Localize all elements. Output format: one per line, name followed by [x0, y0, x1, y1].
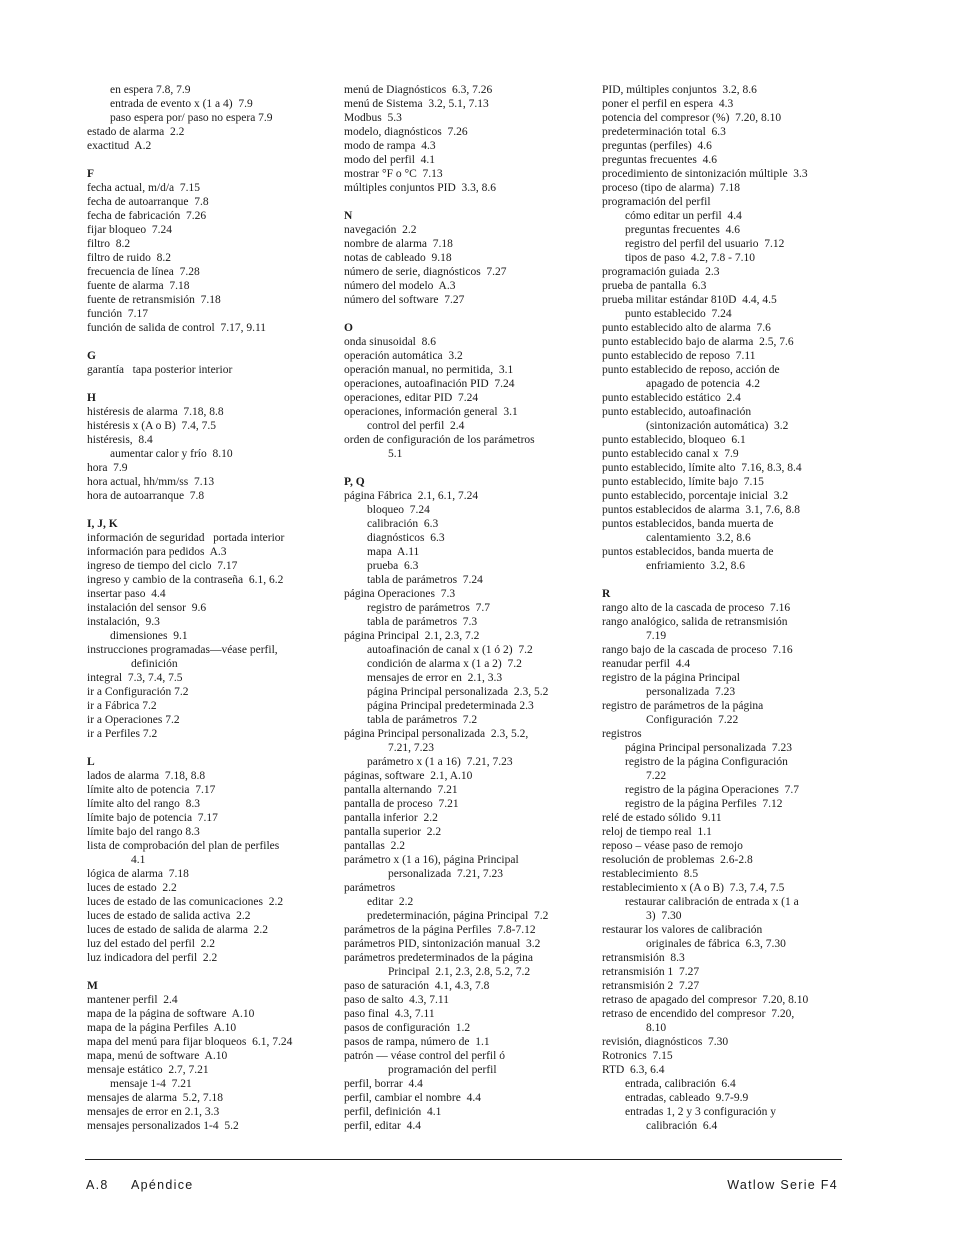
index-subentry: registro de la página Operaciones 7.7	[625, 784, 800, 796]
index-entry: pantalla superior 2.2	[344, 826, 442, 838]
index-entry: punto establecido alto de alarma 7.6	[602, 322, 771, 334]
index-entry: fuente de alarma 7.18	[87, 280, 190, 292]
index-entry: pantalla alternando 7.21	[344, 784, 458, 796]
index-entry: parámetros predeterminados de la página	[344, 952, 534, 964]
index-entry: punto establecido, límite bajo 7.15	[602, 476, 764, 488]
index-entry: orden de configuración de los parámetros	[344, 434, 535, 446]
index-entry: lados de alarma 7.18, 8.8	[87, 770, 206, 782]
index-entry: parámetros	[344, 882, 396, 894]
index-entry: hora 7.9	[87, 462, 128, 474]
index-entry: operaciones, autoafinación PID 7.24	[344, 378, 515, 390]
index-entry: límite alto del rango 8.3	[87, 798, 201, 810]
index-entry: mantener perfil 2.4	[87, 994, 178, 1006]
index-subentry: tabla de parámetros 7.2	[367, 714, 478, 726]
index-subentry: entrada, calibración 6.4	[625, 1078, 736, 1090]
index-column-1	[87, 83, 337, 1133]
index-entry: luz indicadora del perfil 2.2	[87, 952, 218, 964]
index-entry-continuation: 7.22	[646, 770, 667, 782]
index-entry: puntos establecidos, banda muerta de	[602, 518, 774, 530]
index-subentry: prueba 6.3	[367, 560, 419, 572]
index-entry: límite alto de potencia 7.17	[87, 784, 216, 796]
index-entry: Modbus 5.3	[344, 112, 402, 124]
index-entry: reanudar perfil 4.4	[602, 658, 691, 670]
index-entry-continuation: programación del perfil	[388, 1064, 497, 1076]
index-entry: fecha de fabricación 7.26	[87, 210, 207, 222]
index-entry: ir a Operaciones 7.2	[87, 714, 180, 726]
index-entry: paso de saturación 4.1, 4.3, 7.8	[344, 980, 490, 992]
index-entry: ir a Fábrica 7.2	[87, 700, 157, 712]
index-entry: función de salida de control 7.17, 9.11	[87, 322, 267, 334]
index-subentry: aumentar calor y frío 8.10	[110, 448, 233, 460]
index-entry: luces de estado de las comunicaciones 2.2	[87, 896, 284, 908]
index-entry: programación guiada 2.3	[602, 266, 720, 278]
index-entry: menú de Diagnósticos 6.3, 7.26	[344, 84, 493, 96]
index-subentry: registro de la página Configuración	[625, 756, 788, 768]
index-entry: luces de estado 2.2	[87, 882, 177, 894]
blank-line	[87, 153, 337, 167]
index-entry: página Principal personalizada 2.3, 5.2,	[344, 728, 529, 740]
index-entry: prueba militar estándar 810D 4.4, 4.5	[602, 294, 777, 306]
index-entry: predeterminación total 6.3	[602, 126, 726, 138]
index-letter-heading: L	[87, 756, 95, 768]
blank-line	[87, 335, 337, 349]
index-entry: instalación, 9.3	[87, 616, 160, 628]
index-entry: parámetro x (1 a 16), página Principal	[344, 854, 519, 866]
index-entry: ingreso de tiempo del ciclo 7.17	[87, 560, 238, 572]
blank-line	[87, 503, 337, 517]
index-letter-heading: I, J, K	[87, 518, 118, 530]
index-entry: página Principal 2.1, 2.3, 7.2	[344, 630, 480, 642]
index-entry: parámetros PID, sintonización manual 3.2	[344, 938, 541, 950]
index-entry-continuation: 7.21, 7.23	[388, 742, 434, 754]
blank-line	[344, 461, 594, 475]
index-entry: registro de parámetros de la página	[602, 700, 764, 712]
index-entry: función 7.17	[87, 308, 149, 320]
index-entry: pasos de rampa, número de 1.1	[344, 1036, 490, 1048]
index-entry: fecha de autoarranque 7.8	[87, 196, 209, 208]
index-entry: filtro 8.2	[87, 238, 131, 250]
index-entry: lógica de alarma 7.18	[87, 868, 189, 880]
index-entry: información de seguridad portada interior	[87, 532, 285, 544]
index-entry: perfil, editar 4.4	[344, 1120, 421, 1132]
index-entry: restablecimiento x (A o B) 7.3, 7.4, 7.5	[602, 882, 785, 894]
index-entry: múltiples conjuntos PID 3.3, 8.6	[344, 182, 497, 194]
index-subentry: punto establecido 7.24	[625, 308, 732, 320]
index-subentry: calibración 6.3	[367, 518, 439, 530]
index-entry-continuation: apagado de potencia 4.2	[646, 378, 760, 390]
blank-line	[87, 741, 337, 755]
index-entry-continuation: Principal 2.1, 2.3, 2.8, 5.2, 7.2	[388, 966, 531, 978]
index-subentry: página Principal predeterminada 2.3	[367, 700, 534, 712]
index-entry: punto establecido bajo de alarma 2.5, 7.6	[602, 336, 794, 348]
index-entry: operación automática 3.2	[344, 350, 463, 362]
index-entry: reloj de tiempo real 1.1	[602, 826, 712, 838]
index-entry-continuation: 3) 7.30	[646, 910, 682, 922]
index-subentry: registro de la página Perfiles 7.12	[625, 798, 783, 810]
index-entry: poner el perfil en espera 4.3	[602, 98, 734, 110]
index-entry: estado de alarma 2.2	[87, 126, 185, 138]
index-entry: mapa del menú para fijar bloqueos 6.1, 7.24	[87, 1036, 293, 1048]
index-entry-continuation: (sintonización automática) 3.2	[646, 420, 789, 432]
index-entry: retransmisión 8.3	[602, 952, 685, 964]
index-entry: filtro de ruido 8.2	[87, 252, 171, 264]
index-entry: revisión, diagnósticos 7.30	[602, 1036, 729, 1048]
footer-section-title: Apéndice	[131, 1178, 194, 1192]
index-entry: mapa de la página Perfiles A.10	[87, 1022, 237, 1034]
index-entry: procedimiento de sintonización múltiple 3.3	[602, 168, 808, 180]
index-subentry: registro de parámetros 7.7	[367, 602, 490, 614]
index-entry: pantalla de proceso 7.21	[344, 798, 459, 810]
index-entry: navegación 2.2	[344, 224, 417, 236]
index-entry: prueba de pantalla 6.3	[602, 280, 707, 292]
index-entry: hora actual, hh/mm/ss 7.13	[87, 476, 215, 488]
index-subentry: cómo editar un perfil 4.4	[625, 210, 742, 222]
index-entry: punto establecido, bloqueo 6.1	[602, 434, 746, 446]
index-subentry: autoafinación de canal x (1 ó 2) 7.2	[367, 644, 533, 656]
index-entry: Rotronics 7.15	[602, 1050, 673, 1062]
index-entry: hora de autoarranque 7.8	[87, 490, 205, 502]
index-subentry: tabla de parámetros 7.24	[367, 574, 483, 586]
index-entry: nombre de alarma 7.18	[344, 238, 453, 250]
index-entry: relé de estado sólido 9.11	[602, 812, 722, 824]
index-subentry: tabla de parámetros 7.3	[367, 616, 478, 628]
index-entry-continuation: enfriamiento 3.2, 8.6	[646, 560, 746, 572]
index-entry: mensajes personalizados 1-4 5.2	[87, 1120, 239, 1132]
index-subentry: control del perfil 2.4	[367, 420, 465, 432]
index-entry: instalación del sensor 9.6	[87, 602, 207, 614]
index-letter-heading: N	[344, 210, 353, 222]
index-subentry: entradas 1, 2 y 3 configuración y	[625, 1106, 777, 1118]
footer-rule	[85, 1159, 842, 1160]
index-subentry: entrada de evento x (1 a 4) 7.9	[110, 98, 253, 110]
index-entry: parámetros de la página Perfiles 7.8-7.12	[344, 924, 536, 936]
index-entry: potencia del compresor (%) 7.20, 8.10	[602, 112, 782, 124]
index-subentry: editar 2.2	[367, 896, 414, 908]
index-subentry: preguntas frecuentes 4.6	[625, 224, 740, 236]
index-entry: pasos de configuración 1.2	[344, 1022, 471, 1034]
index-subentry: registro del perfil del usuario 7.12	[625, 238, 785, 250]
index-entry: mapa de la página de software A.10	[87, 1008, 255, 1020]
footer-product-name: Watlow Serie F4	[727, 1178, 838, 1192]
index-entry: punto establecido estático 2.4	[602, 392, 741, 404]
index-entry: punto establecido, límite alto 7.16, 8.3, 8.4	[602, 462, 802, 474]
index-entry: luces de estado de salida de alarma 2.2	[87, 924, 269, 936]
index-entry: fecha actual, m/d/a 7.15	[87, 182, 201, 194]
index-entry: garantía tapa posterior interior	[87, 364, 233, 376]
index-entry: punto establecido canal x 7.9	[602, 448, 739, 460]
index-subentry: restaurar calibración de entrada x (1 a	[625, 896, 799, 908]
index-entry: retransmisión 1 7.27	[602, 966, 700, 978]
index-entry: lista de comprobación del plan de perfiles	[87, 840, 280, 852]
index-entry: operaciones, editar PID 7.24	[344, 392, 479, 404]
index-entry-continuation: 5.1	[388, 448, 403, 460]
index-entry: límite bajo de potencia 7.17	[87, 812, 218, 824]
index-entry: perfil, definición 4.1	[344, 1106, 442, 1118]
index-entry: reposo – véase paso de remojo	[602, 840, 743, 852]
index-entry: menú de Sistema 3.2, 5.1, 7.13	[344, 98, 489, 110]
index-entry: página Operaciones 7.3	[344, 588, 456, 600]
index-subentry: diagnósticos 6.3	[367, 532, 445, 544]
index-entry: notas de cableado 9.18	[344, 252, 452, 264]
index-entry: histéresis de alarma 7.18, 8.8	[87, 406, 224, 418]
index-entry: modo de rampa 4.3	[344, 140, 436, 152]
index-subentry: página Principal personalizada 2.3, 5.2	[367, 686, 549, 698]
index-entry: restablecimiento 8.5	[602, 868, 699, 880]
index-entry: rango alto de la cascada de proceso 7.16	[602, 602, 791, 614]
index-entry: histéresis, 8.4	[87, 434, 153, 446]
index-entry: punto establecido de reposo 7.11	[602, 350, 756, 362]
index-subentry: tipos de paso 4.2, 7.8 - 7.10	[625, 252, 756, 264]
index-entry: ir a Perfiles 7.2	[87, 728, 158, 740]
index-entry: restaurar los valores de calibración	[602, 924, 763, 936]
index-entry: número de serie, diagnósticos 7.27	[344, 266, 507, 278]
index-entry: registro de la página Principal	[602, 672, 740, 684]
index-entry: punto establecido, autoafinación	[602, 406, 752, 418]
index-entry: luz del estado del perfil 2.2	[87, 938, 216, 950]
index-entry: resolución de problemas 2.6-2.8	[602, 854, 753, 866]
index-entry: fijar bloqueo 7.24	[87, 224, 172, 236]
index-subentry: condición de alarma x (1 a 2) 7.2	[367, 658, 522, 670]
index-entry: retransmisión 2 7.27	[602, 980, 700, 992]
index-entry: frecuencia de línea 7.28	[87, 266, 200, 278]
index-letter-heading: F	[87, 168, 95, 180]
index-subentry: página Principal personalizada 7.23	[625, 742, 793, 754]
index-subentry: parámetro x (1 a 16) 7.21, 7.23	[367, 756, 513, 768]
index-entry-continuation: calentamiento 3.2, 8.6	[646, 532, 751, 544]
index-subentry: mapa A.11	[367, 546, 420, 558]
index-letter-heading: G	[87, 350, 96, 362]
index-entry: información para pedidos A.3	[87, 546, 227, 558]
index-entry-continuation: personalizada 7.21, 7.23	[388, 868, 503, 880]
index-entry: fuente de retransmisión 7.18	[87, 294, 221, 306]
index-entry: luces de estado de salida activa 2.2	[87, 910, 251, 922]
index-subentry: paso espera por/ paso no espera 7.9	[110, 112, 273, 124]
index-entry-continuation: calibración 6.4	[646, 1120, 718, 1132]
index-entry-continuation: 8.10	[646, 1022, 667, 1034]
index-subentry: mensajes de error en 2.1, 3.3	[367, 672, 503, 684]
index-letter-heading: H	[87, 392, 96, 404]
index-entry: modelo, diagnósticos 7.26	[344, 126, 468, 138]
index-entry-continuation: 7.19	[646, 630, 667, 642]
index-entry: mensajes de alarma 5.2, 7.18	[87, 1092, 224, 1104]
index-entry: punto establecido de reposo, acción de	[602, 364, 780, 376]
index-entry: rango analógico, salida de retransmisión	[602, 616, 788, 628]
index-entry: puntos establecidos, banda muerta de	[602, 546, 774, 558]
index-entry-continuation: Configuración 7.22	[646, 714, 739, 726]
index-entry: mensajes de error en 2.1, 3.3	[87, 1106, 220, 1118]
index-entry: ir a Configuración 7.2	[87, 686, 189, 698]
index-entry: perfil, borrar 4.4	[344, 1078, 423, 1090]
index-letter-heading: R	[602, 588, 611, 600]
index-entry: exactitud A.2	[87, 140, 152, 152]
footer-page-number: A.8	[86, 1178, 109, 1192]
index-column-3	[602, 83, 852, 1133]
index-entry: histéresis x (A o B) 7.4, 7.5	[87, 420, 217, 432]
index-entry: paso de salto 4.3, 7.11	[344, 994, 449, 1006]
index-entry: perfil, cambiar el nombre 4.4	[344, 1092, 481, 1104]
blank-line	[602, 573, 852, 587]
index-entry-continuation: definición	[131, 658, 178, 670]
index-entry: mapa, menú de software A.10	[87, 1050, 228, 1062]
index-entry: límite bajo del rango 8.3	[87, 826, 200, 838]
index-subentry: dimensiones 9.1	[110, 630, 188, 642]
index-entry: rango bajo de la cascada de proceso 7.16	[602, 644, 793, 656]
index-entry-continuation: personalizada 7.23	[646, 686, 736, 698]
index-entry: mensaje estático 2.7, 7.21	[87, 1064, 209, 1076]
index-entry: PID, múltiples conjuntos 3.2, 8.6	[602, 84, 757, 96]
index-entry: modo del perfil 4.1	[344, 154, 436, 166]
index-entry: número del software 7.27	[344, 294, 465, 306]
index-subentry: predeterminación, página Principal 7.2	[367, 910, 549, 922]
blank-line	[87, 377, 337, 391]
index-entry: operaciones, información general 3.1	[344, 406, 518, 418]
index-entry: instrucciones programadas—véase perfil,	[87, 644, 278, 656]
index-entry: retraso de apagado del compresor 7.20, 8.10	[602, 994, 809, 1006]
index-entry-continuation: originales de fábrica 6.3, 7.30	[646, 938, 786, 950]
blank-line	[344, 307, 594, 321]
blank-line	[344, 195, 594, 209]
index-entry: punto establecido, porcentaje inicial 3.2	[602, 490, 789, 502]
index-subentry: en espera 7.8, 7.9	[110, 84, 191, 96]
index-entry: página Fábrica 2.1, 6.1, 7.24	[344, 490, 479, 502]
index-entry: integral 7.3, 7.4, 7.5	[87, 672, 183, 684]
index-entry: mostrar °F o °C 7.13	[344, 168, 443, 180]
index-entry: preguntas (perfiles) 4.6	[602, 140, 712, 152]
index-subentry: bloqueo 7.24	[367, 504, 430, 516]
index-entry: páginas, software 2.1, A.10	[344, 770, 473, 782]
index-entry-continuation: 4.1	[131, 854, 146, 866]
index-entry: registros	[602, 728, 642, 740]
index-entry: pantallas 2.2	[344, 840, 405, 852]
index-entry: retraso de encendido del compresor 7.20,	[602, 1008, 795, 1020]
index-entry: preguntas frecuentes 4.6	[602, 154, 717, 166]
index-entry: puntos establecidos de alarma 3.1, 7.6, 8.8	[602, 504, 801, 516]
index-entry: onda sinusoidal 8.6	[344, 336, 436, 348]
index-entry: paso final 4.3, 7.11	[344, 1008, 435, 1020]
index-entry: número del modelo A.3	[344, 280, 456, 292]
index-entry: programación del perfil	[602, 196, 711, 208]
index-entry: pantalla inferior 2.2	[344, 812, 438, 824]
index-subentry: entradas, cableado 9.7-9.9	[625, 1092, 749, 1104]
index-subentry: mensaje 1-4 7.21	[110, 1078, 192, 1090]
index-entry: operación manual, no permitida, 3.1	[344, 364, 514, 376]
index-entry: RTD 6.3, 6.4	[602, 1064, 665, 1076]
index-entry: insertar paso 4.4	[87, 588, 166, 600]
index-letter-heading: M	[87, 980, 98, 992]
index-entry: proceso (tipo de alarma) 7.18	[602, 182, 740, 194]
blank-line	[87, 965, 337, 979]
index-entry: ingreso y cambio de la contraseña 6.1, 6.2	[87, 574, 284, 586]
index-letter-heading: P, Q	[344, 476, 365, 488]
index-letter-heading: O	[344, 322, 353, 334]
index-entry: patrón — véase control del perfil ó	[344, 1050, 505, 1062]
index-column-2	[344, 83, 594, 1133]
